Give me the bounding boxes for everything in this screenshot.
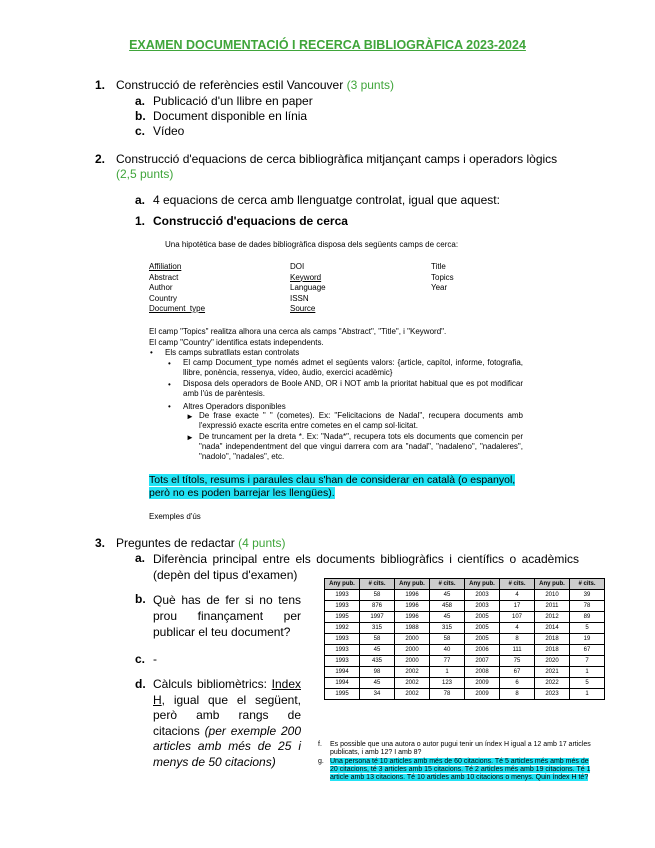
table-cell: 1993 [325, 601, 360, 612]
q1-points: (3 punts) [346, 78, 394, 92]
note-topics: El camp "Topics" realitza alhora una cerca als camps "Abstract", "Title", i "Keyword". [149, 327, 447, 336]
arrow-exact-phrase: De frase exacte " " (cometes). Ex: "Felicitacions de Nadal", recupera documents amb l'expressió exacte escrita entre cometes en el camp sol·licitat. [199, 411, 523, 430]
table-cell: 2005 [465, 634, 500, 645]
table-header-row [325, 579, 605, 590]
table-cell: 1996 [395, 590, 430, 601]
table-header: # cits. [430, 579, 465, 590]
q3-a-letter: a. [135, 551, 146, 565]
table-cell: 1 [430, 667, 465, 678]
q1-c-letter: c. [135, 124, 146, 138]
q3-a-text: Diferència principal entre els documents bibliogràfics i científics o acadèmics (depèn del tipus d'examen) [153, 552, 579, 582]
arrow-icon-2: ► [186, 433, 194, 442]
table-cell: 39 [570, 590, 605, 601]
table-cell: 89 [570, 612, 605, 623]
table-cell: 2000 [395, 634, 430, 645]
table-cell: 1995 [325, 689, 360, 700]
field-affiliation: Affiliation [149, 262, 182, 271]
table-cell: 458 [430, 601, 465, 612]
field-topics: Topics [431, 272, 454, 282]
q1-b-text: Document disponible en línia [153, 109, 308, 123]
table-cell: 45 [360, 678, 395, 689]
table-header: Any pub. [395, 579, 430, 590]
highlight-block [149, 474, 526, 500]
table-cell: 77 [430, 656, 465, 667]
table-cell: 2005 [465, 612, 500, 623]
table-cell: 1 [570, 667, 605, 678]
field-keyword: Keyword [290, 272, 322, 282]
table-cell: 123 [430, 678, 465, 689]
table-cell: 6 [500, 678, 535, 689]
q2-points: (2,5 punts) [116, 167, 174, 181]
table-cell: 45 [360, 645, 395, 656]
f-text: Es possible que una autora o autor pugui tenir un índex H igual a 12 amb 17 articles publicats, i amb 12? I amb 8? [330, 741, 591, 756]
table-row [325, 678, 605, 689]
q3-d-letter: d. [135, 677, 146, 691]
q2-sub-number: 1. [135, 214, 146, 228]
table-row [325, 667, 605, 678]
table-cell: 1995 [325, 612, 360, 623]
q3-number: 3. [95, 536, 106, 550]
q2-label: Construcció d'equacions de cerca bibliogràfica mitjançant camps i operadors lògics [116, 152, 558, 166]
table-row [325, 623, 605, 634]
table-header: # cits. [500, 579, 535, 590]
q2-a-text: 4 equacions de cerca amb llenguatge controlat, igual que aquest: [153, 193, 500, 207]
table-cell: 2000 [395, 656, 430, 667]
table-cell: 1988 [395, 623, 430, 634]
table-cell: 315 [360, 623, 395, 634]
q2-number: 2. [95, 152, 106, 166]
table-cell: 58 [360, 590, 395, 601]
table-cell: 2006 [465, 645, 500, 656]
index-h-link[interactable]: Index H [153, 677, 301, 707]
table-header: # cits. [360, 579, 395, 590]
q3-d-example: (per exemple 200 articles amb més de 25 i menys de 50 citacions) [153, 723, 302, 769]
q1-label: Construcció de referències estil Vancouver [116, 78, 344, 92]
table-row [325, 656, 605, 667]
table-row [325, 590, 605, 601]
bullet-dot-1: • [150, 348, 153, 357]
field-notes [149, 327, 446, 348]
citations-table-wrap [324, 578, 605, 700]
q3-d-pre: Càlculs bibliomètrics: [153, 677, 267, 691]
field-source: Source [290, 304, 316, 313]
table-cell: 78 [570, 601, 605, 612]
table-row [325, 645, 605, 656]
f-letter: f. [318, 741, 322, 748]
table-cell: 45 [430, 612, 465, 623]
q3-c-text: - [153, 652, 157, 666]
table-cell: 75 [500, 656, 535, 667]
q3-b-text: Què has de fer si no tens prou finançament per publicar el teu document? [153, 593, 301, 639]
table-row [325, 612, 605, 623]
table-cell: 435 [360, 656, 395, 667]
q3-b-letter: b. [135, 592, 146, 606]
table-cell: 7 [570, 656, 605, 667]
field-document-type: Document_type [149, 304, 206, 313]
page-title: EXAMEN DOCUMENTACIÓ I RECERCA BIBLIOGRÀFICA 2023-2024 [129, 38, 526, 52]
field-year: Year [431, 283, 448, 292]
bullet-dot-2: • [168, 402, 171, 411]
table-cell: 1993 [325, 590, 360, 601]
table-cell: 5 [570, 623, 605, 634]
table-cell: 34 [360, 689, 395, 700]
table-cell: 2021 [535, 667, 570, 678]
field-country: Country [149, 293, 178, 303]
table-row [325, 601, 605, 612]
g-text-block [330, 758, 592, 782]
table-cell: 1996 [395, 612, 430, 623]
bullet-dot-1a: • [168, 359, 171, 368]
table-cell: 58 [430, 634, 465, 645]
bullet-controlled: Els camps subratllats estan controlats [165, 348, 300, 357]
field-issn: ISSN [290, 293, 309, 303]
table-cell: 4 [500, 623, 535, 634]
table-cell: 2020 [535, 656, 570, 667]
table-cell: 98 [360, 667, 395, 678]
table-cell: 1994 [325, 678, 360, 689]
table-cell: 2023 [535, 689, 570, 700]
table-cell: 1 [570, 689, 605, 700]
table-cell: 2018 [535, 645, 570, 656]
q1-text [116, 78, 394, 92]
table-cell: 2014 [535, 623, 570, 634]
table-cell: 2009 [465, 678, 500, 689]
field-doi: DOI [290, 262, 305, 271]
citations-table [324, 578, 605, 700]
table-cell: 40 [430, 645, 465, 656]
table-cell: 19 [570, 634, 605, 645]
table-cell: 876 [360, 601, 395, 612]
field-title: Title [431, 262, 446, 271]
table-cell: 8 [500, 689, 535, 700]
table-cell: 1996 [395, 601, 430, 612]
table-cell: 2009 [465, 689, 500, 700]
arrow-icon-1: ► [186, 412, 194, 421]
table-cell: 2003 [465, 601, 500, 612]
q1-a-text: Publicació d'un llibre en paper [153, 94, 313, 108]
table-cell: 107 [500, 612, 535, 623]
table-cell: 17 [500, 601, 535, 612]
table-cell: 2008 [465, 667, 500, 678]
q2-sub-title: Construcció d'equacions de cerca [153, 214, 348, 228]
fields-col1 [149, 262, 205, 315]
table-cell: 5 [570, 678, 605, 689]
q3-label: Preguntes de redactar [116, 536, 235, 550]
table-cell: 1997 [360, 612, 395, 623]
q1-c-text: Vídeo [153, 124, 185, 138]
bullet-document-type: El camp Document_type només admet el següents valors: {article, capítol, informe, fotografia, llibre, ponència, ressenya, vídeo, àudio, exercici acadèmic} [183, 358, 523, 377]
table-cell: 1994 [325, 667, 360, 678]
table-cell: 2022 [535, 678, 570, 689]
table-cell: 58 [360, 634, 395, 645]
arrow-truncation: De truncament per la dreta *. Ex: "Nada*", recupera tots els documents que comencin per "nada" independentment del que vingui darrera com ara "nadal", "nadaleno", "nadaleres", "nadolo", "nadales", etc. [199, 432, 523, 461]
table-cell: 2011 [535, 601, 570, 612]
table-header: Any pub. [465, 579, 500, 590]
q1-number: 1. [95, 78, 106, 92]
table-cell: 2000 [395, 645, 430, 656]
bullet-other-operators: Altres Operadors disponibles [183, 402, 286, 411]
table-row [325, 634, 605, 645]
highlight-language-note: Tots el títols, resums i paraules clau s'han de considerar en català (o espanyol, però no es poden barrejar les llengües). [149, 474, 516, 499]
q3-points: (4 punts) [238, 536, 286, 550]
fields-intro: Una hipotètica base de dades bibliogràfica disposa dels següents camps de cerca: [165, 240, 459, 249]
g-text: Una persona té 10 articles amb més de 60 citacions. Té 5 articles més amb més de 20 citacions, té 3 articles amb 15 citacions. Té 2 articles més amb 19 citacions. Té 1 article amb 13 citacions. Té 10 articles amb 10 citacions o menys. Quin índex H té? [330, 758, 591, 781]
table-cell: 2002 [395, 689, 430, 700]
fields-col2 [290, 262, 326, 315]
table-cell: 2003 [465, 590, 500, 601]
table-header: Any pub. [325, 579, 360, 590]
table-cell: 78 [430, 689, 465, 700]
field-abstract: Abstract [149, 272, 179, 282]
table-cell: 1993 [325, 656, 360, 667]
q3-text [116, 536, 285, 550]
table-cell: 1993 [325, 634, 360, 645]
table-cell: 8 [500, 634, 535, 645]
q3-d-mid: , igual que el següent, però amb rangs de citacions [153, 692, 301, 738]
table-cell: 2005 [465, 623, 500, 634]
table-cell: 1993 [325, 645, 360, 656]
fields-col3 [431, 262, 454, 294]
table-cell: 2007 [465, 656, 500, 667]
table-row [325, 689, 605, 700]
table-cell: 111 [500, 645, 535, 656]
q2-text [116, 152, 586, 166]
q2-a-letter: a. [135, 193, 146, 207]
table-cell: 67 [570, 645, 605, 656]
table-cell: 315 [430, 623, 465, 634]
examples-label: Exemples d'ús [149, 512, 201, 521]
table-cell: 2018 [535, 634, 570, 645]
table-cell: 45 [430, 590, 465, 601]
bullet-boole: Disposa dels operadors de Boole AND, OR i NOT amb la prioritat habitual que es pot modificar amb l'ús de parèntesis. [183, 379, 523, 398]
note-country: El camp "Country" identifica estats independents. [149, 337, 324, 347]
table-cell: 2010 [535, 590, 570, 601]
q3-d-text [153, 677, 301, 770]
q1-b-letter: b. [135, 109, 146, 123]
table-cell: 4 [500, 590, 535, 601]
field-language: Language [290, 283, 326, 292]
table-cell: 67 [500, 667, 535, 678]
table-header: # cits. [570, 579, 605, 590]
table-cell: 2002 [395, 667, 430, 678]
bullet-dot-1b: • [168, 380, 171, 389]
table-cell: 2012 [535, 612, 570, 623]
table-cell: 2002 [395, 678, 430, 689]
field-author: Author [149, 283, 173, 292]
q3-c-letter: c. [135, 652, 146, 666]
g-letter: g. [318, 758, 324, 765]
table-header: Any pub. [535, 579, 570, 590]
table-cell: 1992 [325, 623, 360, 634]
table-body [325, 590, 605, 700]
q1-a-letter: a. [135, 94, 146, 108]
